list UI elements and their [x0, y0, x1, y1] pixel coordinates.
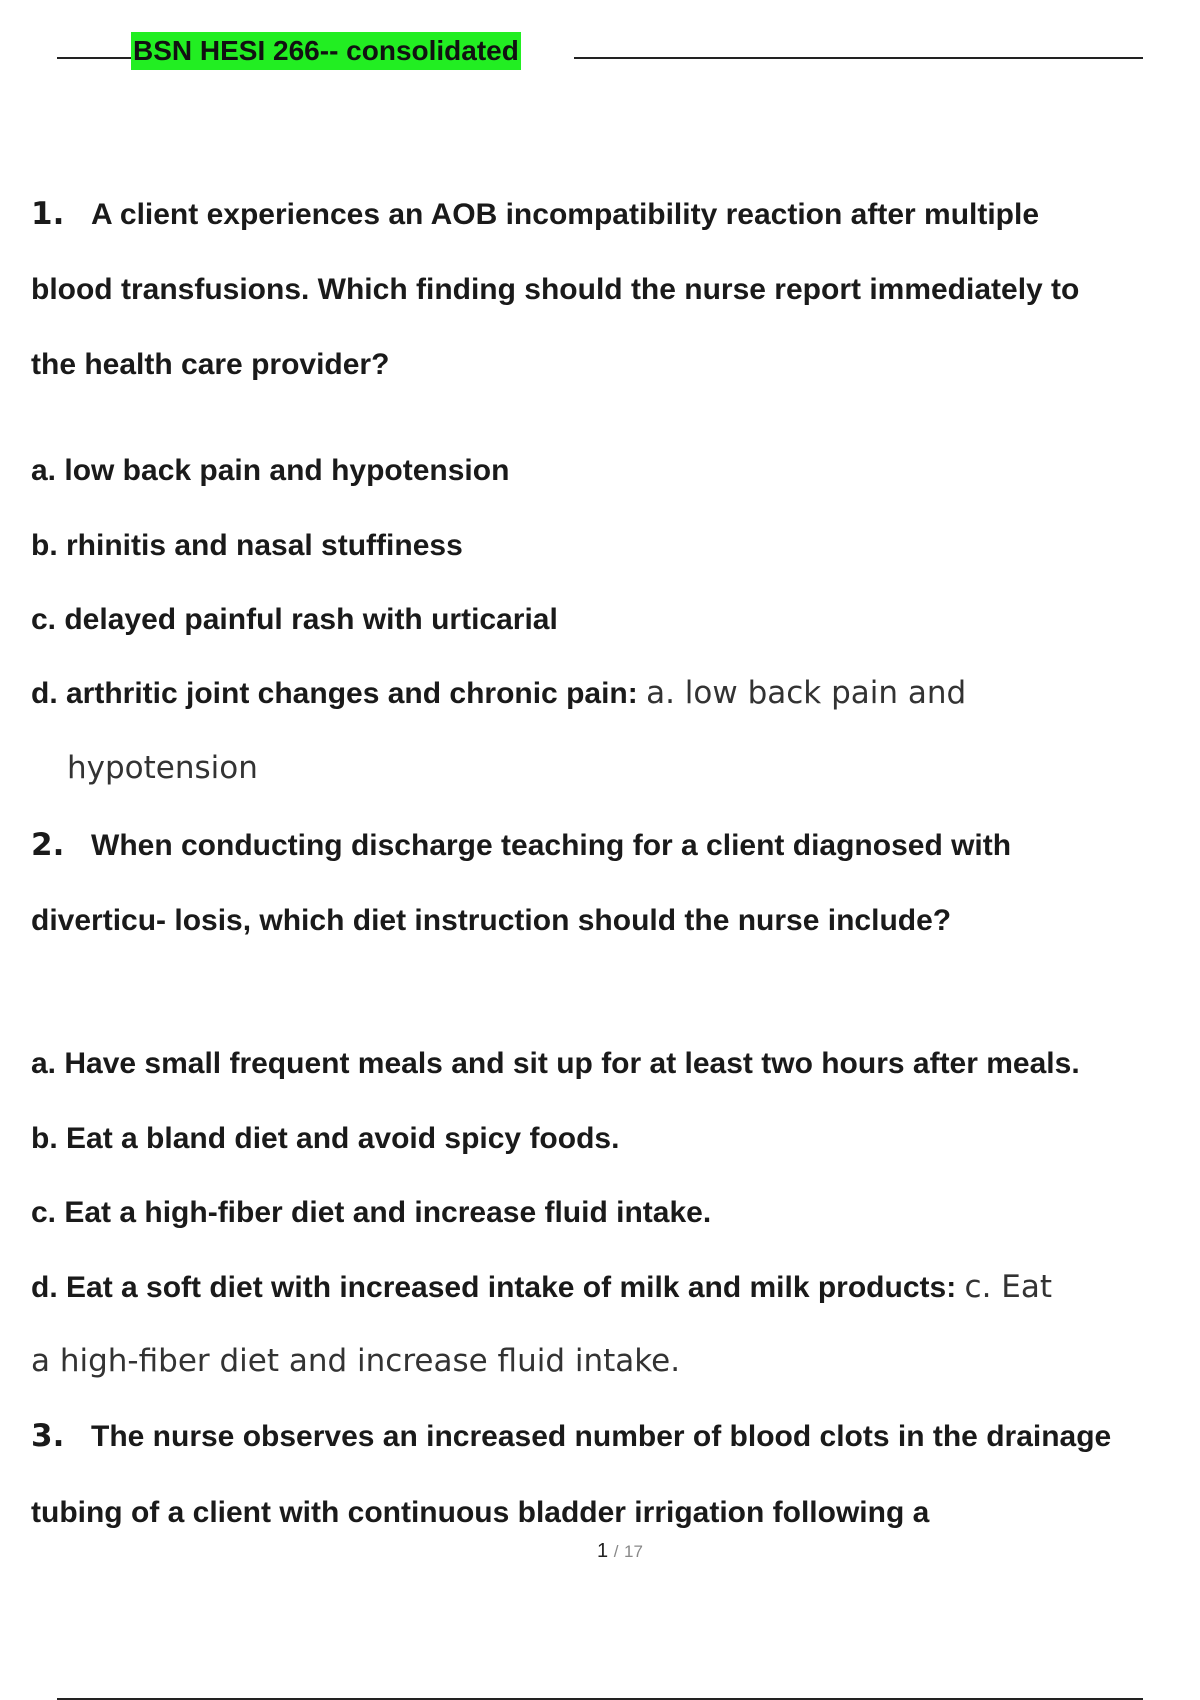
- question-1-option-b: b. rhinitis and nasal stuffiness: [31, 529, 463, 562]
- question-2-number: 2.: [31, 827, 65, 863]
- question-1-option-c: c. delayed painful rash with urticarial: [31, 603, 558, 636]
- question-3-text-line-1: The nurse observes an increased number of blood clots in the drainage: [91, 1420, 1112, 1453]
- question-2-option-a: a. Have small frequent meals and sit up for at least two hours after meals.: [31, 1047, 1080, 1080]
- question-1-number: 1.: [31, 196, 65, 232]
- question-1-text-line-3: the health care provider?: [31, 348, 390, 381]
- question-2-option-c: c. Eat a high-fiber diet and increase fluid intake.: [31, 1196, 712, 1229]
- question-1-answer-continued: hypotension: [67, 750, 258, 786]
- question-1-option-d: d. arthritic joint changes and chronic pain:: [31, 677, 638, 710]
- page-indicator: [0, 1540, 1200, 1563]
- question-1-option-a: a. low back pain and hypotension: [31, 454, 510, 487]
- question-2-option-d: d. Eat a soft diet with increased intake of milk and milk products:: [31, 1271, 957, 1304]
- question-1-option-d-line: [31, 656, 966, 731]
- question-3-number: 3.: [31, 1418, 65, 1454]
- question-3-line-1: [31, 1399, 1181, 1474]
- question-1-line-1: [31, 177, 1181, 252]
- header-rule-left: [57, 57, 131, 59]
- question-1-answer: a. low back pain and: [646, 675, 967, 711]
- question-2-text-line-1: When conducting discharge teaching for a client diagnosed with: [91, 829, 1012, 862]
- question-2-line-1: [31, 808, 1181, 883]
- question-2-answer: c. Eat: [964, 1269, 1053, 1305]
- total-pages: 17: [624, 1542, 643, 1561]
- header-rule-right: [574, 57, 1143, 59]
- question-3-text-line-2: tubing of a client with continuous bladder irrigation following a: [31, 1496, 930, 1529]
- page-separator: /: [613, 1542, 619, 1561]
- document-title: BSN HESI 266-- consolidated: [131, 32, 521, 70]
- question-1-text-line-2: blood transfusions. Which finding should the nurse report immediately to: [31, 273, 1080, 306]
- question-2-option-b: b. Eat a bland diet and avoid spicy foods.: [31, 1122, 620, 1155]
- current-page: 1: [597, 1540, 609, 1562]
- question-2-option-d-line: [31, 1250, 1052, 1325]
- question-2-text-line-2: diverticu- losis, which diet instruction should the nurse include?: [31, 904, 952, 937]
- question-1-text-line-1: A client experiences an AOB incompatibility reaction after multiple: [91, 198, 1040, 231]
- question-2-answer-continued: a high-fiber diet and increase fluid intake.: [31, 1343, 681, 1379]
